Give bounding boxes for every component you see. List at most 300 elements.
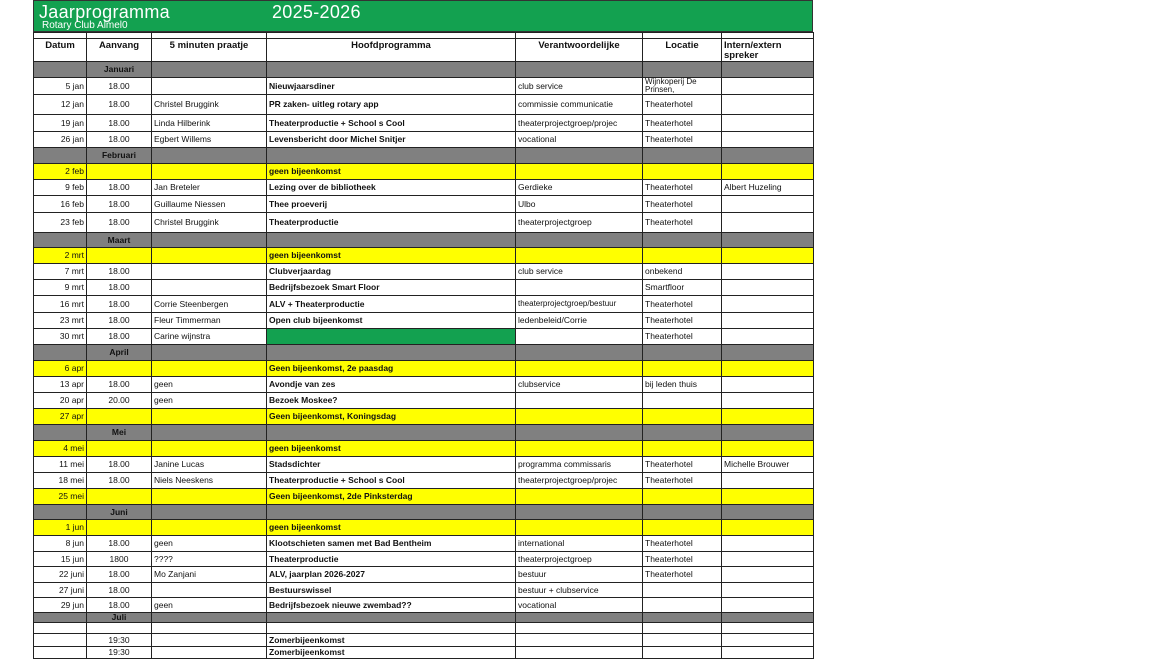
cell-hoofdprogramma[interactable]: Clubverjaardag (267, 264, 516, 280)
cell-praatje[interactable]: geen (152, 536, 267, 552)
cell-verantwoordelijke[interactable] (516, 634, 643, 647)
cell-locatie[interactable]: Theaterhotel (643, 180, 722, 196)
cell-aanvang[interactable]: 1800 (87, 552, 152, 567)
cell-praatje[interactable] (152, 361, 267, 377)
no-meeting-row (34, 520, 814, 536)
cell-empty[interactable] (34, 505, 87, 520)
cell-aanvang[interactable]: 18.00 (87, 536, 152, 552)
cell-verantwoordelijke[interactable]: club service (516, 78, 643, 95)
cell-verantwoordelijke[interactable]: commissie communicatie (516, 95, 643, 115)
cell-locatie[interactable]: Theaterhotel (643, 473, 722, 489)
cell-verantwoordelijke[interactable] (516, 623, 643, 634)
month-label[interactable]: Januari (87, 62, 152, 78)
cell-locatie[interactable]: Theaterhotel (643, 132, 722, 148)
cell-empty[interactable] (34, 148, 87, 164)
cell-hoofdprogramma[interactable]: Geen bijeenkomst, 2de Pinksterdag (267, 489, 516, 505)
cell-empty[interactable] (516, 345, 643, 361)
cell-verantwoordelijke[interactable]: theaterprojectgroep (516, 213, 643, 233)
table-row (34, 264, 814, 280)
cell-locatie[interactable]: Theaterhotel (643, 329, 722, 345)
cell-hoofdprogramma[interactable]: Nieuwjaarsdiner (267, 78, 516, 95)
cell-hoofdprogramma[interactable] (267, 329, 516, 345)
cell-spreker[interactable] (722, 393, 814, 409)
cell-spreker[interactable] (722, 567, 814, 583)
cell-spreker[interactable] (722, 164, 814, 180)
cell-praatje[interactable] (152, 248, 267, 264)
cell-datum[interactable]: 13 apr (34, 377, 87, 393)
cell-datum[interactable]: 2 mrt (34, 248, 87, 264)
cell-empty[interactable] (152, 505, 267, 520)
no-meeting-row (34, 164, 814, 180)
cell-verantwoordelijke[interactable] (516, 520, 643, 536)
cell-verantwoordelijke[interactable]: programma commissaris (516, 457, 643, 473)
cell-datum[interactable]: 29 jun (34, 598, 87, 613)
cell-aanvang[interactable]: 19:30 (87, 647, 152, 659)
cell-spreker[interactable] (722, 115, 814, 132)
cell-datum[interactable] (34, 623, 87, 634)
cell-spreker[interactable] (722, 78, 814, 95)
table-body (34, 62, 814, 659)
cell-verantwoordelijke[interactable]: vocational (516, 598, 643, 613)
cell-aanvang[interactable]: 18.00 (87, 583, 152, 598)
cell-empty[interactable] (34, 345, 87, 361)
cell-locatie[interactable]: Theaterhotel (643, 213, 722, 233)
cell-praatje[interactable] (152, 489, 267, 505)
cell-praatje[interactable] (152, 280, 267, 296)
cell-aanvang[interactable]: 18.00 (87, 377, 152, 393)
cell-praatje[interactable]: geen (152, 393, 267, 409)
cell-empty[interactable] (643, 233, 722, 248)
cell-datum[interactable]: 18 mei (34, 473, 87, 489)
cell-empty[interactable] (722, 613, 814, 623)
cell-verantwoordelijke[interactable] (516, 409, 643, 425)
cell-datum[interactable]: 27 apr (34, 409, 87, 425)
cell-empty[interactable] (152, 425, 267, 441)
cell-spreker[interactable] (722, 213, 814, 233)
cell-empty[interactable] (267, 425, 516, 441)
cell-datum[interactable]: 16 mrt (34, 296, 87, 313)
cell-aanvang[interactable]: 18.00 (87, 473, 152, 489)
cell-datum[interactable]: 23 feb (34, 213, 87, 233)
cell-spreker[interactable] (722, 361, 814, 377)
cell-datum[interactable]: 22 juni (34, 567, 87, 583)
cell-hoofdprogramma[interactable]: Klootschieten samen met Bad Bentheim (267, 536, 516, 552)
cell-praatje[interactable]: Guillaume Niessen (152, 196, 267, 213)
cell-empty[interactable] (34, 233, 87, 248)
cell-hoofdprogramma[interactable]: Levensbericht door Michel Snitjer (267, 132, 516, 148)
cell-hoofdprogramma[interactable]: geen bijeenkomst (267, 441, 516, 457)
cell-empty[interactable] (643, 62, 722, 78)
col-header-verantwoordelijke[interactable]: Verantwoordelijke (516, 39, 643, 62)
cell-empty[interactable] (516, 148, 643, 164)
cell-spreker[interactable] (722, 264, 814, 280)
cell-datum[interactable] (34, 647, 87, 659)
cell-hoofdprogramma[interactable]: Avondje van zes (267, 377, 516, 393)
cell-datum[interactable]: 23 mrt (34, 313, 87, 329)
cell-empty[interactable] (34, 613, 87, 623)
cell-datum[interactable]: 7 mrt (34, 264, 87, 280)
cell-empty[interactable] (152, 345, 267, 361)
cell-verantwoordelijke[interactable]: theaterprojectgroep/bestuur (516, 296, 643, 313)
month-label[interactable]: Juli (87, 613, 152, 623)
cell-empty[interactable] (643, 613, 722, 623)
cell-datum[interactable]: 19 jan (34, 115, 87, 132)
cell-aanvang[interactable]: 18.00 (87, 180, 152, 196)
cell-verantwoordelijke[interactable]: ledenbeleid/Corrie (516, 313, 643, 329)
cell-spreker[interactable] (722, 132, 814, 148)
cell-empty[interactable] (267, 613, 516, 623)
cell-hoofdprogramma[interactable]: geen bijeenkomst (267, 248, 516, 264)
cell-locatie[interactable] (643, 393, 722, 409)
cell-aanvang[interactable]: 18.00 (87, 280, 152, 296)
cell-spreker[interactable]: Albert Huzeling (722, 180, 814, 196)
cell-locatie[interactable]: Theaterhotel (643, 196, 722, 213)
cell-spreker[interactable] (722, 536, 814, 552)
cell-spreker[interactable] (722, 489, 814, 505)
cell-locatie[interactable] (643, 623, 722, 634)
cell-hoofdprogramma[interactable]: PR zaken- uitleg rotary app (267, 95, 516, 115)
cell-empty[interactable] (643, 425, 722, 441)
cell-verantwoordelijke[interactable]: club service (516, 264, 643, 280)
table-row (34, 647, 814, 659)
cell-spreker[interactable] (722, 329, 814, 345)
cell-datum[interactable] (34, 634, 87, 647)
cell-datum[interactable]: 15 jun (34, 552, 87, 567)
no-meeting-row (34, 441, 814, 457)
cell-verantwoordelijke[interactable]: vocational (516, 132, 643, 148)
cell-praatje[interactable] (152, 264, 267, 280)
cell-aanvang[interactable]: 18.00 (87, 457, 152, 473)
cell-empty[interactable] (722, 62, 814, 78)
cell-aanvang[interactable] (87, 409, 152, 425)
cell-verantwoordelijke[interactable]: bestuur (516, 567, 643, 583)
cell-empty[interactable] (722, 345, 814, 361)
cell-praatje[interactable]: Niels Neeskens (152, 473, 267, 489)
month-label[interactable]: Maart (87, 233, 152, 248)
cell-aanvang[interactable] (87, 248, 152, 264)
cell-hoofdprogramma[interactable]: Thee proeverij (267, 196, 516, 213)
cell-empty[interactable] (267, 62, 516, 78)
cell-hoofdprogramma[interactable]: geen bijeenkomst (267, 164, 516, 180)
cell-spreker[interactable] (722, 583, 814, 598)
cell-praatje[interactable]: geen (152, 598, 267, 613)
cell-aanvang[interactable] (87, 623, 152, 634)
cell-hoofdprogramma[interactable]: Zomerbijeenkomst (267, 647, 516, 659)
table-row (34, 132, 814, 148)
month-label[interactable]: Mei (87, 425, 152, 441)
cell-datum[interactable]: 27 juni (34, 583, 87, 598)
cell-praatje[interactable] (152, 623, 267, 634)
cell-empty[interactable] (267, 345, 516, 361)
cell-locatie[interactable] (643, 489, 722, 505)
table-row (34, 329, 814, 345)
cell-praatje[interactable] (152, 441, 267, 457)
cell-hoofdprogramma[interactable]: Theaterproductie + School s Cool (267, 473, 516, 489)
cell-hoofdprogramma[interactable]: Open club bijeenkomst (267, 313, 516, 329)
cell-hoofdprogramma[interactable]: ALV + Theaterproductie (267, 296, 516, 313)
cell-spreker[interactable] (722, 377, 814, 393)
cell-verantwoordelijke[interactable] (516, 164, 643, 180)
cell-locatie[interactable] (643, 583, 722, 598)
cell-hoofdprogramma[interactable]: ALV, jaarplan 2026-2027 (267, 567, 516, 583)
cell-praatje[interactable] (152, 647, 267, 659)
cell-empty[interactable] (34, 425, 87, 441)
cell-empty[interactable] (516, 613, 643, 623)
cell-locatie[interactable] (643, 361, 722, 377)
cell-spreker[interactable] (722, 248, 814, 264)
cell-empty[interactable] (267, 148, 516, 164)
cell-locatie[interactable]: Theaterhotel (643, 95, 722, 115)
cell-verantwoordelijke[interactable]: clubservice (516, 377, 643, 393)
table-row (34, 623, 814, 634)
cell-locatie[interactable]: Theaterhotel (643, 115, 722, 132)
cell-hoofdprogramma[interactable]: Lezing over de bibliotheek (267, 180, 516, 196)
cell-datum[interactable]: 30 mrt (34, 329, 87, 345)
cell-praatje[interactable]: Carine wijnstra (152, 329, 267, 345)
table-row (34, 95, 814, 115)
cell-locatie[interactable] (643, 248, 722, 264)
cell-locatie[interactable]: Theaterhotel (643, 457, 722, 473)
cell-verantwoordelijke[interactable]: theaterprojectgroep/projec (516, 115, 643, 132)
cell-verantwoordelijke[interactable]: theaterprojectgroep (516, 552, 643, 567)
cell-spreker[interactable] (722, 623, 814, 634)
cell-locatie[interactable]: Theaterhotel (643, 567, 722, 583)
cell-locatie[interactable]: Theaterhotel (643, 296, 722, 313)
cell-locatie[interactable] (643, 441, 722, 457)
cell-aanvang[interactable] (87, 520, 152, 536)
cell-datum[interactable]: 1 jun (34, 520, 87, 536)
cell-spreker[interactable] (722, 409, 814, 425)
cell-datum[interactable]: 25 mei (34, 489, 87, 505)
cell-datum[interactable]: 26 jan (34, 132, 87, 148)
cell-locatie[interactable]: Theaterhotel (643, 536, 722, 552)
cell-aanvang[interactable] (87, 441, 152, 457)
col-header-aanvang[interactable]: Aanvang (87, 39, 152, 62)
cell-verantwoordelijke[interactable] (516, 441, 643, 457)
cell-verantwoordelijke[interactable]: international (516, 536, 643, 552)
table-row (34, 115, 814, 132)
cell-empty[interactable] (152, 62, 267, 78)
cell-aanvang[interactable]: 18.00 (87, 95, 152, 115)
no-meeting-row (34, 361, 814, 377)
month-header-row (34, 233, 814, 248)
cell-empty[interactable] (722, 148, 814, 164)
cell-aanvang[interactable]: 18.00 (87, 264, 152, 280)
cell-empty[interactable] (643, 148, 722, 164)
cell-spreker[interactable] (722, 313, 814, 329)
cell-spreker[interactable] (722, 280, 814, 296)
cell-hoofdprogramma[interactable] (267, 623, 516, 634)
cell-praatje[interactable]: Egbert Willems (152, 132, 267, 148)
col-header-locatie[interactable]: Locatie (643, 39, 722, 62)
cell-locatie[interactable] (643, 634, 722, 647)
cell-aanvang[interactable]: 18.00 (87, 78, 152, 95)
program-year: 2025-2026 (272, 2, 361, 22)
cell-aanvang[interactable]: 18.00 (87, 598, 152, 613)
table-row (34, 377, 814, 393)
cell-spreker[interactable] (722, 95, 814, 115)
cell-hoofdprogramma[interactable]: geen bijeenkomst (267, 520, 516, 536)
cell-aanvang[interactable] (87, 489, 152, 505)
title-banner (33, 0, 813, 32)
cell-empty[interactable] (516, 425, 643, 441)
cell-verantwoordelijke[interactable] (516, 248, 643, 264)
cell-verantwoordelijke[interactable]: Gerdieke (516, 180, 643, 196)
cell-verantwoordelijke[interactable] (516, 489, 643, 505)
cell-datum[interactable]: 4 mei (34, 441, 87, 457)
cell-datum[interactable]: 11 mei (34, 457, 87, 473)
table-row (34, 196, 814, 213)
cell-datum[interactable]: 8 jun (34, 536, 87, 552)
month-header-row (34, 148, 814, 164)
cell-datum[interactable]: 9 mrt (34, 280, 87, 296)
cell-aanvang[interactable]: 20.00 (87, 393, 152, 409)
cell-locatie[interactable]: onbekend (643, 264, 722, 280)
month-label[interactable]: Februari (87, 148, 152, 164)
col-header-datum[interactable]: Datum (34, 39, 87, 62)
cell-aanvang[interactable]: 18.00 (87, 296, 152, 313)
cell-locatie[interactable]: Theaterhotel (643, 313, 722, 329)
cell-datum[interactable]: 12 jan (34, 95, 87, 115)
month-label[interactable]: Juni (87, 505, 152, 520)
cell-empty[interactable] (722, 233, 814, 248)
cell-datum[interactable]: 20 apr (34, 393, 87, 409)
cell-hoofdprogramma[interactable]: Bedrijfsbezoek nieuwe zwembad?? (267, 598, 516, 613)
cell-praatje[interactable]: geen (152, 377, 267, 393)
cell-empty[interactable] (34, 62, 87, 78)
cell-locatie[interactable] (643, 598, 722, 613)
table-row (34, 280, 814, 296)
cell-locatie[interactable]: bij leden thuis (643, 377, 722, 393)
cell-aanvang[interactable]: 18.00 (87, 132, 152, 148)
cell-praatje[interactable]: Janine Lucas (152, 457, 267, 473)
cell-empty[interactable] (722, 505, 814, 520)
cell-locatie[interactable]: Theaterhotel (643, 552, 722, 567)
cell-verantwoordelijke[interactable]: bestuur + clubservice (516, 583, 643, 598)
cell-aanvang[interactable]: 18.00 (87, 115, 152, 132)
cell-locatie[interactable] (643, 647, 722, 659)
cell-empty[interactable] (516, 233, 643, 248)
cell-datum[interactable]: 6 apr (34, 361, 87, 377)
cell-praatje[interactable] (152, 409, 267, 425)
cell-aanvang[interactable]: 19:30 (87, 634, 152, 647)
cell-empty[interactable] (516, 62, 643, 78)
cell-spreker[interactable] (722, 647, 814, 659)
cell-verantwoordelijke[interactable] (516, 329, 643, 345)
cell-spreker[interactable] (722, 634, 814, 647)
cell-spreker[interactable]: Michelle Brouwer (722, 457, 814, 473)
cell-locatie[interactable] (643, 409, 722, 425)
cell-praatje[interactable]: Corrie Steenbergen (152, 296, 267, 313)
cell-praatje[interactable] (152, 520, 267, 536)
cell-aanvang[interactable] (87, 361, 152, 377)
cell-spreker[interactable] (722, 473, 814, 489)
table-row (34, 213, 814, 233)
cell-praatje[interactable]: Mo Zanjani (152, 567, 267, 583)
cell-aanvang[interactable]: 18.00 (87, 213, 152, 233)
page-title: Jaarprogramma (39, 2, 170, 22)
cell-hoofdprogramma[interactable]: Zomerbijeenkomst (267, 634, 516, 647)
cell-praatje[interactable] (152, 164, 267, 180)
cell-datum[interactable]: 16 feb (34, 196, 87, 213)
cell-praatje[interactable] (152, 634, 267, 647)
col-header-praatje[interactable]: 5 minuten praatje (152, 39, 267, 62)
table-row (34, 473, 814, 489)
cell-verantwoordelijke[interactable]: theaterprojectgroep/projec (516, 473, 643, 489)
cell-praatje[interactable]: Christel Bruggink (152, 213, 267, 233)
cell-locatie[interactable] (643, 520, 722, 536)
cell-empty[interactable] (722, 425, 814, 441)
col-header-hoofdprogramma[interactable]: Hoofdprogramma (267, 39, 516, 62)
cell-locatie[interactable] (643, 164, 722, 180)
cell-empty[interactable] (267, 505, 516, 520)
cell-datum[interactable]: 2 feb (34, 164, 87, 180)
cell-hoofdprogramma[interactable]: Theaterproductie + School s Cool (267, 115, 516, 132)
table-row (34, 552, 814, 567)
cell-spreker[interactable] (722, 552, 814, 567)
header-row (34, 39, 814, 62)
cell-spreker[interactable] (722, 598, 814, 613)
cell-praatje[interactable]: Fleur Timmerman (152, 313, 267, 329)
cell-praatje[interactable]: Jan Breteler (152, 180, 267, 196)
cell-aanvang[interactable]: 18.00 (87, 196, 152, 213)
cell-verantwoordelijke[interactable] (516, 647, 643, 659)
cell-aanvang[interactable]: 18.00 (87, 329, 152, 345)
cell-aanvang[interactable] (87, 164, 152, 180)
cell-praatje[interactable]: Christel Bruggink (152, 95, 267, 115)
cell-empty[interactable] (152, 233, 267, 248)
cell-verantwoordelijke[interactable] (516, 393, 643, 409)
cell-aanvang[interactable]: 18.00 (87, 313, 152, 329)
table-row (34, 598, 814, 613)
cell-datum[interactable]: 5 jan (34, 78, 87, 95)
cell-spreker[interactable] (722, 296, 814, 313)
cell-verantwoordelijke[interactable] (516, 280, 643, 296)
cell-verantwoordelijke[interactable] (516, 361, 643, 377)
cell-praatje[interactable]: ???? (152, 552, 267, 567)
cell-hoofdprogramma[interactable]: Bedrijfsbezoek Smart Floor (267, 280, 516, 296)
month-header-row (34, 62, 814, 78)
cell-empty[interactable] (267, 233, 516, 248)
cell-empty[interactable] (152, 148, 267, 164)
cell-empty[interactable] (152, 613, 267, 623)
cell-hoofdprogramma[interactable]: Bestuurswissel (267, 583, 516, 598)
cell-praatje[interactable] (152, 78, 267, 95)
cell-praatje[interactable]: Linda Hilberink (152, 115, 267, 132)
cell-hoofdprogramma[interactable]: Geen bijeenkomst, Koningsdag (267, 409, 516, 425)
cell-spreker[interactable] (722, 196, 814, 213)
cell-datum[interactable]: 9 feb (34, 180, 87, 196)
cell-empty[interactable] (516, 505, 643, 520)
cell-locatie[interactable]: Wijnkoperij De Prinsen, (643, 78, 722, 95)
cell-empty[interactable] (643, 505, 722, 520)
cell-hoofdprogramma[interactable]: Theaterproductie (267, 213, 516, 233)
cell-hoofdprogramma[interactable]: Geen bijeenkomst, 2e paasdag (267, 361, 516, 377)
cell-aanvang[interactable]: 18.00 (87, 567, 152, 583)
cell-spreker[interactable] (722, 520, 814, 536)
cell-hoofdprogramma[interactable]: Bezoek Moskee? (267, 393, 516, 409)
cell-hoofdprogramma[interactable]: Theaterproductie (267, 552, 516, 567)
table-row (34, 634, 814, 647)
cell-empty[interactable] (643, 345, 722, 361)
cell-spreker[interactable] (722, 441, 814, 457)
cell-hoofdprogramma[interactable]: Stadsdichter (267, 457, 516, 473)
cell-praatje[interactable] (152, 583, 267, 598)
cell-locatie[interactable]: Smartfloor (643, 280, 722, 296)
month-label[interactable]: April (87, 345, 152, 361)
cell-verantwoordelijke[interactable]: Ulbo (516, 196, 643, 213)
col-header-spreker[interactable]: Intern/extern spreker (722, 39, 814, 62)
